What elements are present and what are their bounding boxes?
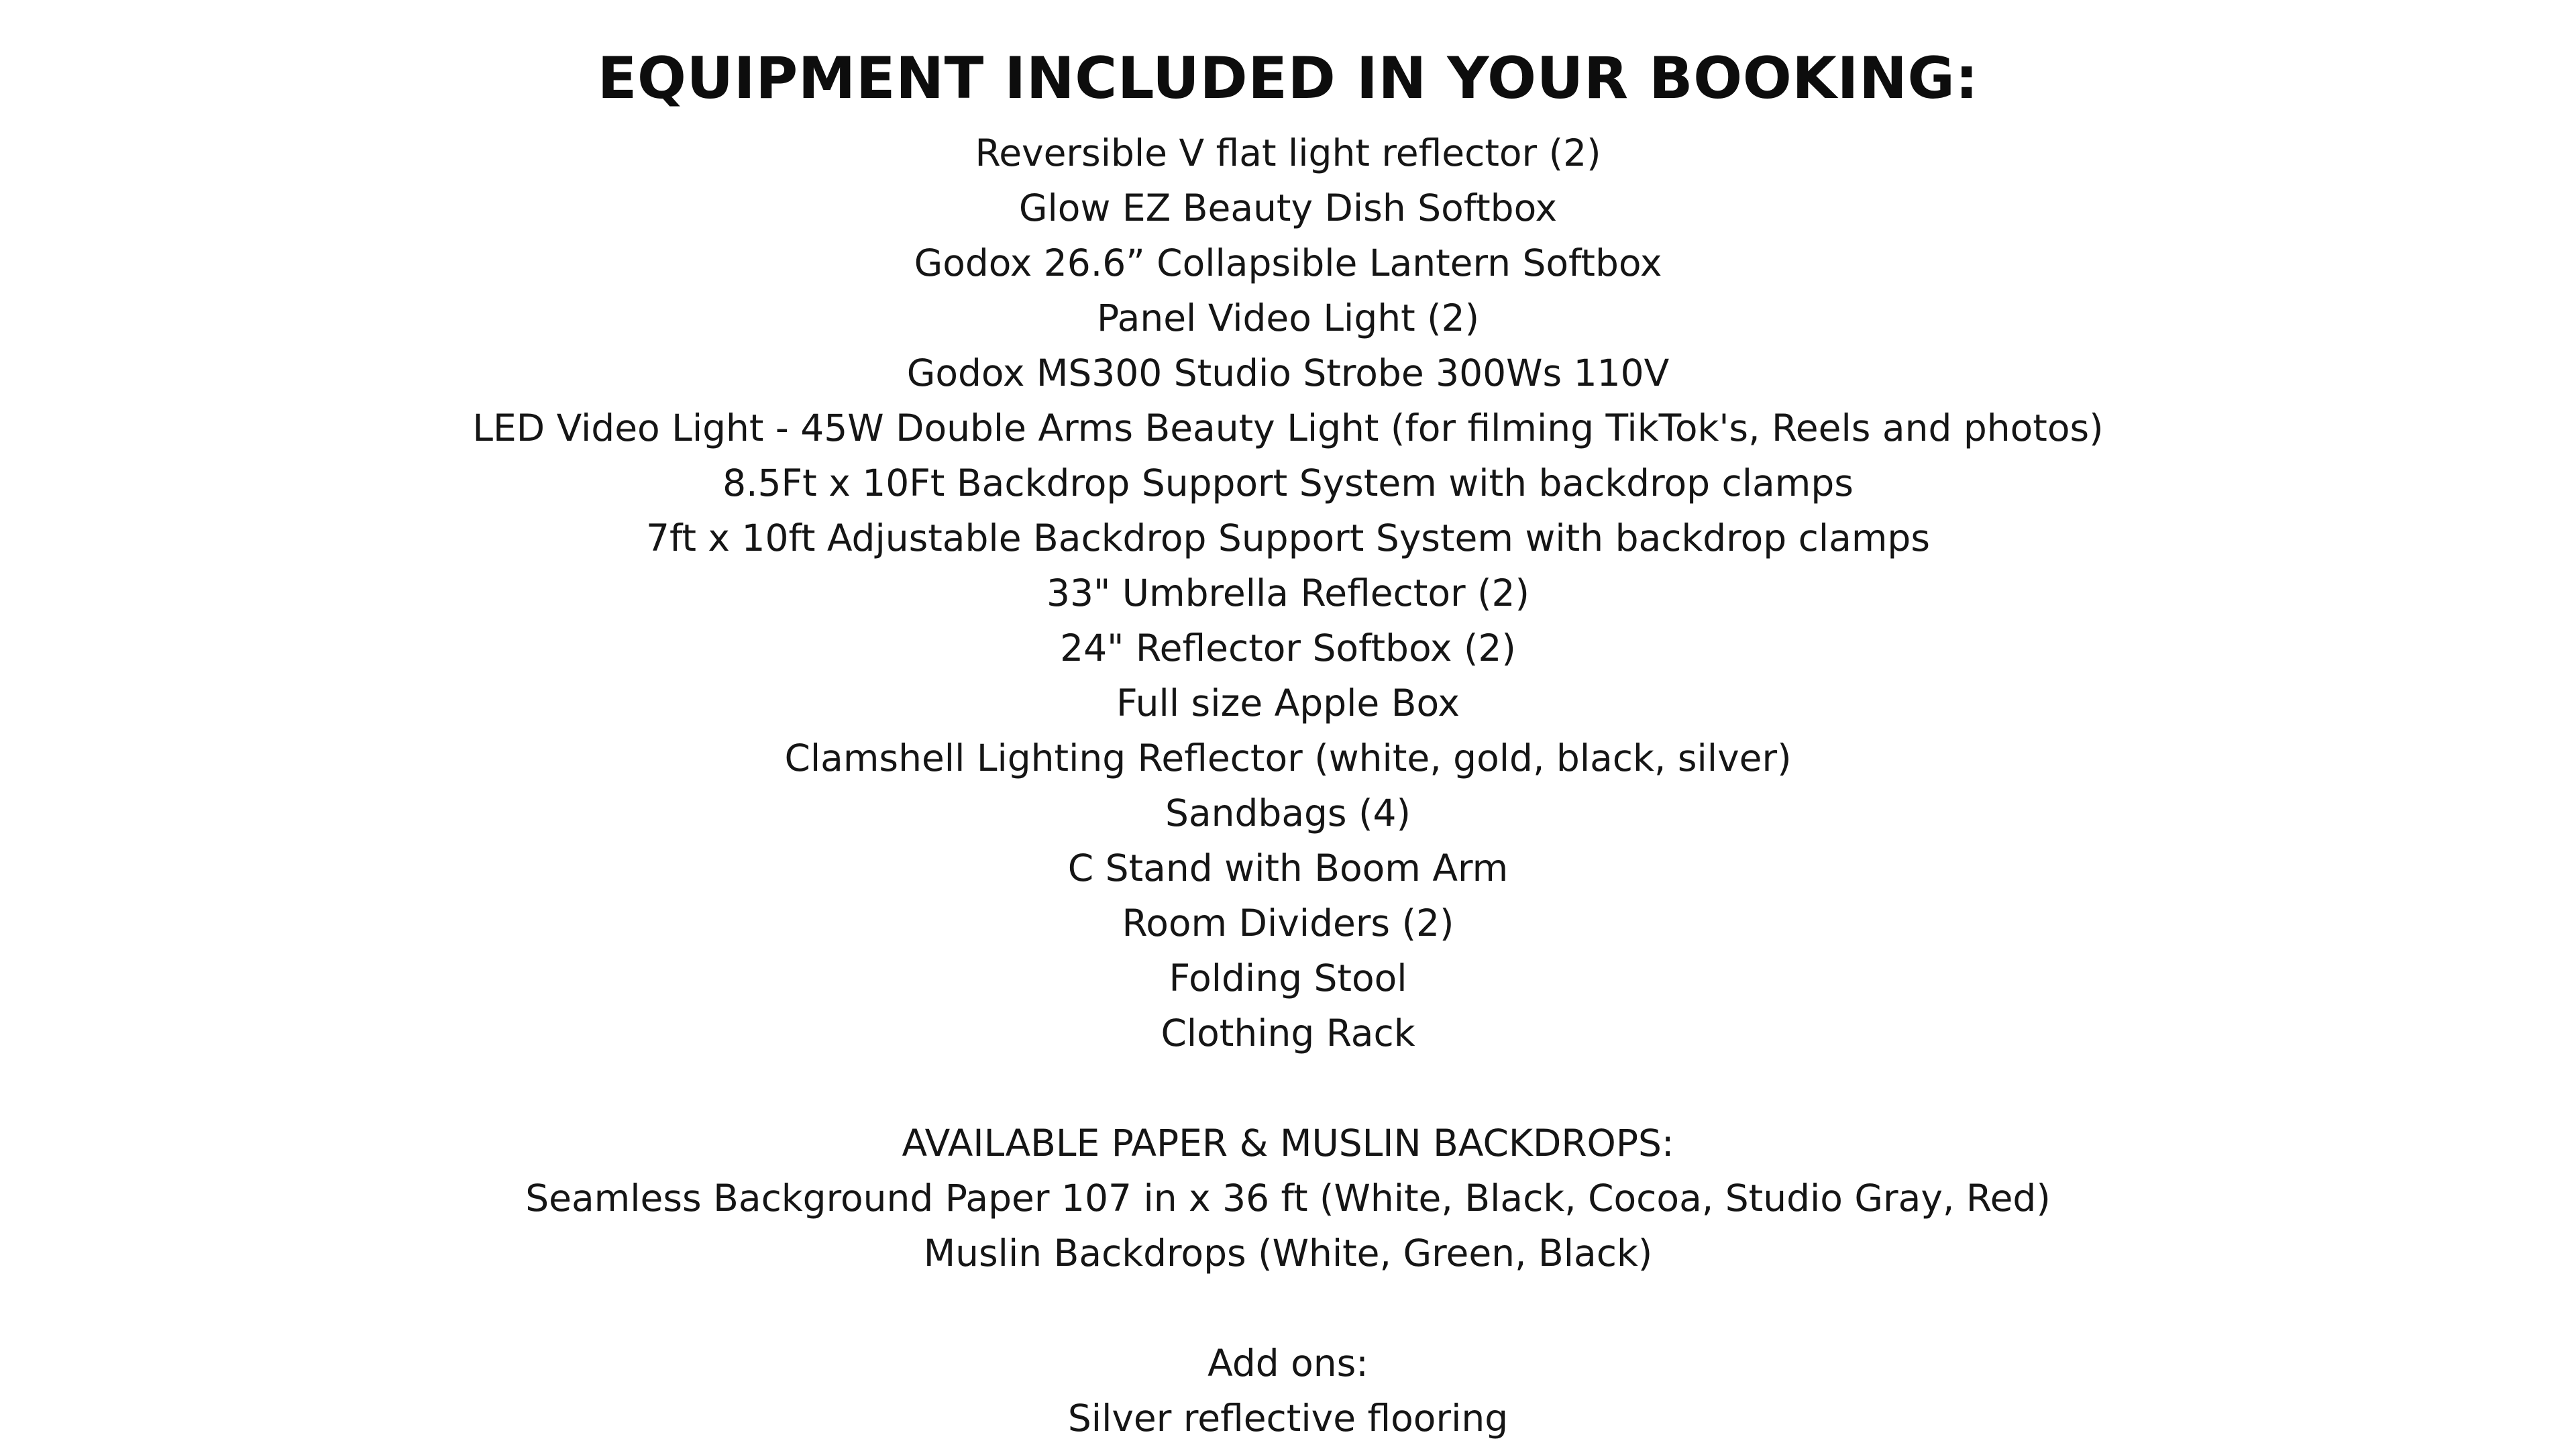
equipment-item: Room Dividers (2) <box>1122 902 1454 945</box>
page-title: EQUIPMENT INCLUDED IN YOUR BOOKING: <box>597 45 1979 112</box>
equipment-item: Clamshell Lighting Reflector (white, gold, black, silver) <box>784 737 1792 780</box>
addons-heading: Add ons: <box>1208 1342 1368 1385</box>
equipment-item: Clothing Rack <box>1161 1012 1415 1055</box>
equipment-item: Folding Stool <box>1169 957 1407 1000</box>
backdrop-item: Muslin Backdrops (White, Green, Black) <box>923 1232 1653 1275</box>
equipment-item: 33" Umbrella Reflector (2) <box>1046 572 1530 614</box>
equipment-item: 7ft x 10ft Adjustable Backdrop Support System with backdrop clamps <box>645 517 1931 559</box>
backdrop-item: Seamless Background Paper 107 in x 36 ft (White, Black, Cocoa, Studio Gray, Red) <box>525 1177 2051 1220</box>
addon-item: Silver reflective flooring <box>1067 1397 1509 1440</box>
equipment-item: Reversible V flat light reflector (2) <box>975 131 1601 174</box>
equipment-item: C Stand with Boom Arm <box>1067 847 1509 890</box>
equipment-item: Godox MS300 Studio Strobe 300Ws 110V <box>906 352 1670 394</box>
equipment-item: LED Video Light - 45W Double Arms Beauty Light (for filming TikTok's, Reels and photos) <box>472 407 2104 449</box>
equipment-item: 24" Reflector Softbox (2) <box>1060 627 1516 669</box>
equipment-item: 8.5Ft x 10Ft Backdrop Support System with backdrop clamps <box>722 462 1854 504</box>
equipment-item: Sandbags (4) <box>1165 792 1411 835</box>
equipment-item: Full size Apple Box <box>1116 682 1460 724</box>
equipment-item: Godox 26.6” Collapsible Lantern Softbox <box>914 241 1662 284</box>
backdrops-heading: AVAILABLE PAPER & MUSLIN BACKDROPS: <box>902 1122 1674 1165</box>
equipment-item: Glow EZ Beauty Dish Softbox <box>1018 186 1558 229</box>
equipment-item: Panel Video Light (2) <box>1096 297 1480 339</box>
